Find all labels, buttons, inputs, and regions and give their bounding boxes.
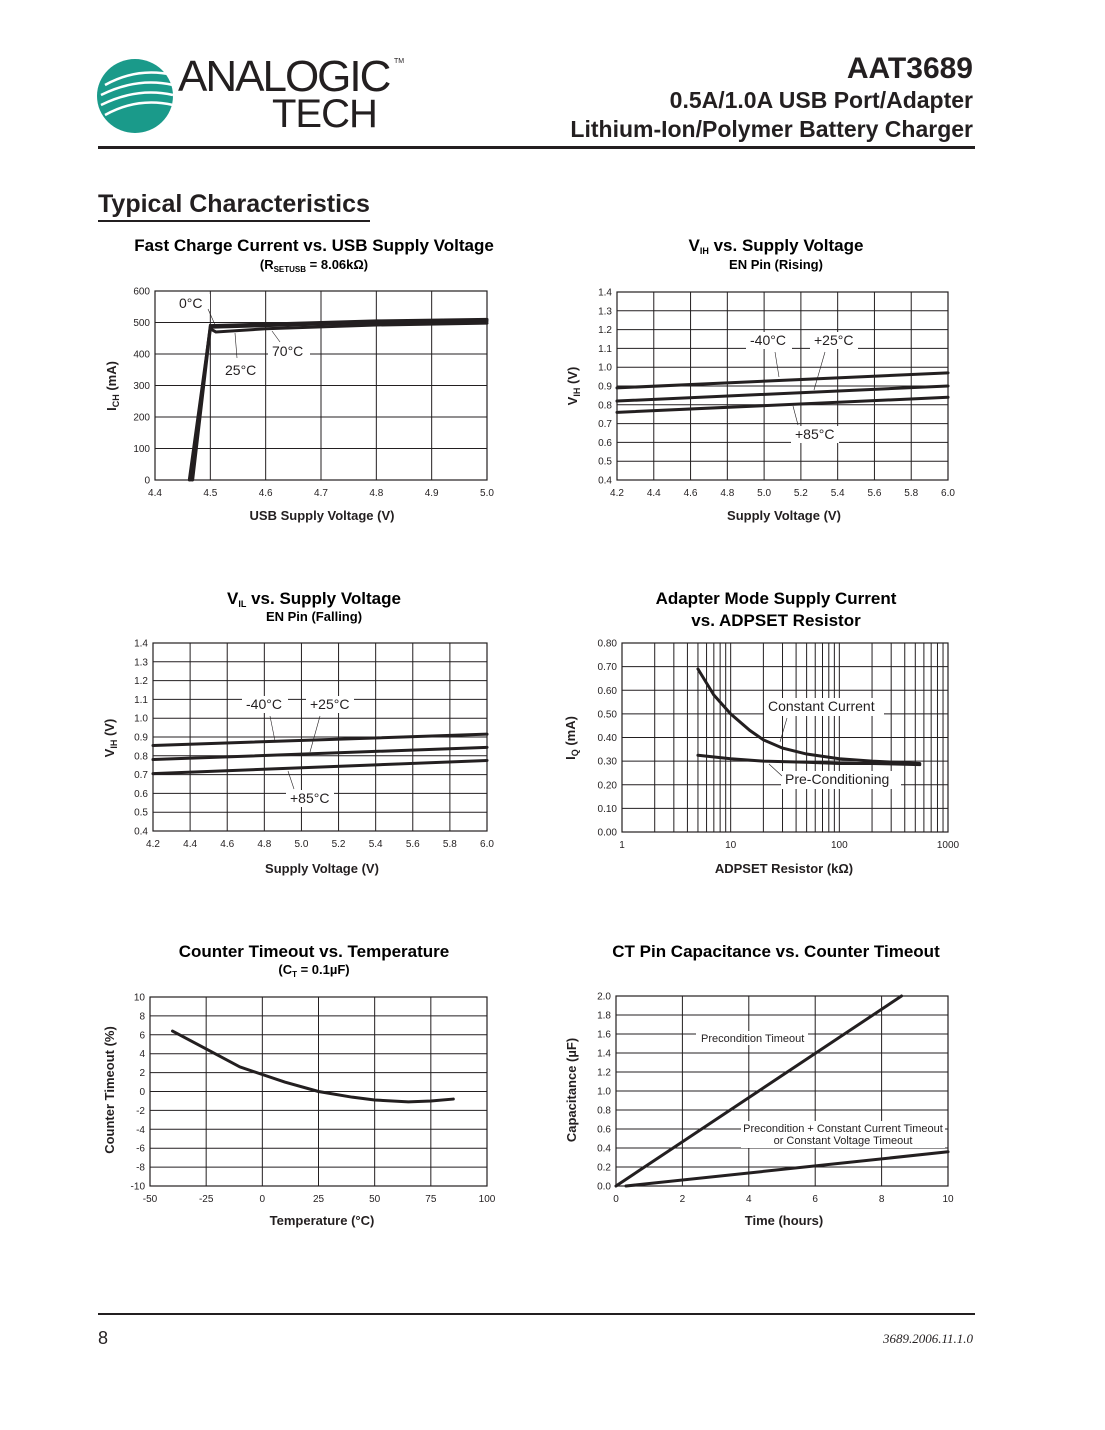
svg-text:4.8: 4.8 [369, 488, 384, 499]
chart-1-ylabel: $I_{CH}$ (mA) [104, 361, 121, 411]
chart-2-anno-25: +25°C [814, 332, 854, 348]
chart-3-anno-m40: -40°C [246, 696, 282, 712]
svg-text:1.2: 1.2 [598, 325, 612, 337]
svg-text:4.9: 4.9 [424, 488, 439, 499]
svg-text:4.7: 4.7 [314, 488, 328, 499]
svg-text:10: 10 [725, 840, 737, 851]
chart-5-xlabel: Temperature (°C) [269, 1213, 375, 1228]
svg-text:1.0: 1.0 [598, 362, 612, 374]
chart-4-anno-pc: Pre-Conditioning [785, 771, 890, 787]
svg-text:75: 75 [425, 1194, 437, 1205]
svg-text:4.6: 4.6 [258, 488, 273, 499]
svg-text:0.20: 0.20 [597, 780, 617, 792]
chart-5-title: Counter Timeout vs. Temperature [178, 942, 450, 961]
svg-text:0.70: 0.70 [597, 662, 617, 674]
svg-text:2: 2 [139, 1068, 145, 1080]
footer-rule [98, 1313, 975, 1315]
svg-text:6: 6 [139, 1030, 145, 1042]
svg-text:100: 100 [830, 840, 848, 851]
svg-text:5.0: 5.0 [480, 488, 494, 499]
svg-text:0: 0 [613, 1194, 619, 1205]
svg-text:-2: -2 [136, 1105, 145, 1117]
svg-text:1.0: 1.0 [134, 713, 148, 725]
svg-text:0.9: 0.9 [134, 732, 148, 744]
chart-3-anno-85: +85°C [290, 790, 330, 806]
svg-text:4.5: 4.5 [203, 488, 218, 499]
svg-text:5.0: 5.0 [294, 839, 309, 850]
svg-text:0.5: 0.5 [134, 807, 148, 819]
chart-6-title: CT Pin Capacitance vs. Counter Timeout [612, 942, 940, 961]
chart-2-title: VIH vs. Supply Voltage [688, 236, 864, 256]
chart-3-subtitle: EN Pin (Falling) [265, 609, 363, 624]
svg-text:0.60: 0.60 [597, 685, 617, 697]
svg-text:0.6: 0.6 [134, 788, 148, 800]
chart-1-anno-0c: 0°C [179, 295, 203, 311]
svg-text:0: 0 [259, 1194, 266, 1205]
svg-text:600: 600 [133, 286, 150, 298]
svg-text:5.2: 5.2 [331, 839, 346, 850]
svg-text:0.40: 0.40 [597, 733, 617, 744]
svg-text:2.0: 2.0 [597, 991, 611, 1003]
svg-text:-25: -25 [198, 1194, 214, 1205]
svg-text:-50: -50 [142, 1194, 158, 1205]
svg-text:0.50: 0.50 [597, 709, 617, 721]
chart-1-xlabel: USB Supply Voltage (V) [249, 508, 395, 523]
svg-text:4.4: 4.4 [148, 488, 162, 499]
chart-2-anno-85: +85°C [795, 426, 835, 442]
chart-4-xlabel: ADPSET Resistor (kΩ) [714, 861, 854, 876]
svg-text:0.6: 0.6 [597, 1124, 611, 1136]
svg-text:4.6: 4.6 [220, 839, 235, 850]
svg-text:8: 8 [878, 1194, 885, 1205]
svg-text:5.4: 5.4 [830, 488, 845, 499]
svg-text:5.8: 5.8 [442, 839, 457, 850]
svg-text:0.7: 0.7 [134, 770, 148, 782]
svg-text:1.1: 1.1 [598, 343, 612, 355]
svg-text:100: 100 [478, 1194, 496, 1205]
chart-4-title-line2: vs. ADPSET Resistor [691, 611, 861, 630]
svg-text:0.8: 0.8 [598, 400, 612, 412]
chart-6-ylabel: Capacitance (µF) [564, 1037, 579, 1143]
page-number: 8 [98, 1328, 109, 1348]
chart-2-anno-m40: -40°C [750, 332, 786, 348]
svg-text:500: 500 [133, 318, 150, 329]
chart-4 [563, 589, 960, 876]
svg-text:-4: -4 [136, 1124, 145, 1136]
svg-text:4.8: 4.8 [720, 488, 735, 499]
svg-text:-10: -10 [130, 1181, 145, 1193]
svg-text:0.0: 0.0 [597, 1181, 611, 1193]
chart-1-title: Fast Charge Current vs. USB Supply Voltage [134, 236, 494, 255]
svg-text:-6: -6 [136, 1143, 145, 1155]
svg-text:0.8: 0.8 [134, 751, 148, 763]
chart-5-ylabel: Counter Timeout (%) [102, 1026, 117, 1154]
chart-2-xlabel: Supply Voltage (V) [727, 508, 841, 523]
svg-text:0.4: 0.4 [134, 826, 148, 838]
svg-text:8: 8 [139, 1011, 145, 1023]
chart-3-anno-25: +25°C [310, 696, 350, 712]
chart-1 [104, 236, 494, 523]
svg-text:1000: 1000 [936, 840, 960, 851]
chart-1-anno-70c: 70°C [272, 343, 304, 359]
chart-1-anno-25c: 25°C [225, 362, 257, 378]
svg-text:0.7: 0.7 [598, 419, 612, 431]
chart-6-anno-precondition: Precondition Timeout [701, 1033, 805, 1045]
svg-text:4.2: 4.2 [610, 488, 624, 499]
svg-text:0.4: 0.4 [598, 475, 612, 487]
svg-text:1.1: 1.1 [134, 694, 148, 706]
chart-2-subtitle: EN Pin (Rising) [729, 257, 823, 272]
svg-text:1.4: 1.4 [134, 638, 148, 650]
svg-text:0.4: 0.4 [597, 1143, 611, 1155]
svg-text:5.4: 5.4 [368, 839, 383, 850]
chart-4-ylabel: $I_Q$ (mA) [563, 716, 580, 760]
chart-3-ylabel: $V_{IH}$ (V) [102, 718, 119, 758]
svg-text:6.0: 6.0 [480, 839, 494, 850]
svg-text:4: 4 [139, 1049, 145, 1061]
svg-text:1: 1 [619, 840, 625, 851]
header-subtitle-1: 0.5A/1.0A USB Port/Adapter [669, 87, 973, 113]
chart-2 [565, 236, 955, 523]
svg-text:5.6: 5.6 [867, 488, 882, 499]
svg-text:100: 100 [133, 444, 150, 455]
header-subtitle-2: Lithium-Ion/Polymer Battery Charger [570, 116, 973, 142]
chart-6-anno-cc-line2: or Constant Voltage Timeout [773, 1135, 913, 1147]
document-code: 3689.2006.11.1.0 [882, 1331, 973, 1346]
chart-6-anno-cc-line1: Precondition + Constant Current Timeout [743, 1123, 943, 1135]
svg-text:4: 4 [746, 1194, 752, 1205]
svg-text:10: 10 [942, 1194, 954, 1205]
svg-text:4.8: 4.8 [257, 839, 272, 850]
svg-text:5.2: 5.2 [793, 488, 808, 499]
part-number: AAT3689 [846, 52, 973, 85]
logo-text-analogic: ANALOGIC [178, 52, 390, 101]
svg-text:4.2: 4.2 [146, 839, 160, 850]
svg-text:4.4: 4.4 [183, 839, 198, 850]
svg-text:0.80: 0.80 [597, 638, 617, 650]
chart-6 [564, 942, 954, 1228]
svg-text:0.8: 0.8 [597, 1105, 611, 1117]
chart-2-ylabel: $V_{IH}$ (V) [565, 366, 582, 406]
svg-text:1.2: 1.2 [134, 676, 148, 688]
chart-1-subtitle: $(R_{SETUSB} = 8.06k\Omega)$ [259, 257, 369, 274]
svg-text:1.0: 1.0 [597, 1086, 611, 1098]
svg-text:5.8: 5.8 [904, 488, 919, 499]
svg-text:1.4: 1.4 [597, 1048, 611, 1060]
svg-text:-8: -8 [136, 1162, 145, 1174]
svg-text:0.00: 0.00 [597, 827, 617, 839]
svg-text:4.4: 4.4 [646, 488, 661, 499]
svg-text:0.5: 0.5 [598, 456, 612, 468]
chart-5 [102, 942, 496, 1228]
chart-4-anno-cc: Constant Current [768, 698, 875, 714]
svg-text:0.9: 0.9 [598, 381, 612, 393]
svg-text:1.3: 1.3 [134, 657, 148, 669]
svg-text:6.0: 6.0 [941, 488, 955, 499]
svg-text:300: 300 [133, 381, 150, 392]
svg-text:6: 6 [812, 1194, 818, 1205]
svg-text:10: 10 [133, 992, 145, 1004]
svg-text:5.0: 5.0 [757, 488, 772, 499]
chart-5-subtitle: $(C_T = 0.1\mu F)$ [278, 962, 350, 979]
svg-text:1.2: 1.2 [597, 1067, 611, 1079]
svg-text:0: 0 [144, 475, 150, 487]
svg-text:25: 25 [312, 1194, 325, 1205]
svg-text:50: 50 [369, 1194, 381, 1205]
svg-text:2: 2 [679, 1194, 686, 1205]
svg-text:1.8: 1.8 [597, 1010, 611, 1022]
chart-3 [102, 589, 494, 876]
section-title: Typical Characteristics [98, 190, 370, 222]
svg-text:1.3: 1.3 [598, 306, 612, 318]
chart-3-title: VIL vs. Supply Voltage [227, 589, 401, 609]
logo-tm: TM [394, 58, 405, 65]
svg-text:5.6: 5.6 [405, 839, 420, 850]
chart-6-xlabel: Time (hours) [744, 1213, 824, 1228]
svg-text:1.4: 1.4 [598, 287, 612, 299]
svg-text:0.30: 0.30 [597, 756, 617, 768]
svg-text:200: 200 [133, 412, 150, 424]
chart-4-title-line1: Adapter Mode Supply Current [655, 589, 897, 608]
chart-3-xlabel: Supply Voltage (V) [265, 861, 379, 876]
svg-text:0: 0 [139, 1087, 145, 1098]
svg-text:0.2: 0.2 [597, 1162, 611, 1174]
svg-text:0.6: 0.6 [598, 437, 612, 449]
logo-text-tech: TECH [272, 92, 377, 136]
svg-text:400: 400 [133, 349, 150, 361]
svg-text:4.6: 4.6 [683, 488, 698, 499]
svg-text:1.6: 1.6 [597, 1029, 611, 1041]
svg-text:0.10: 0.10 [597, 803, 617, 815]
